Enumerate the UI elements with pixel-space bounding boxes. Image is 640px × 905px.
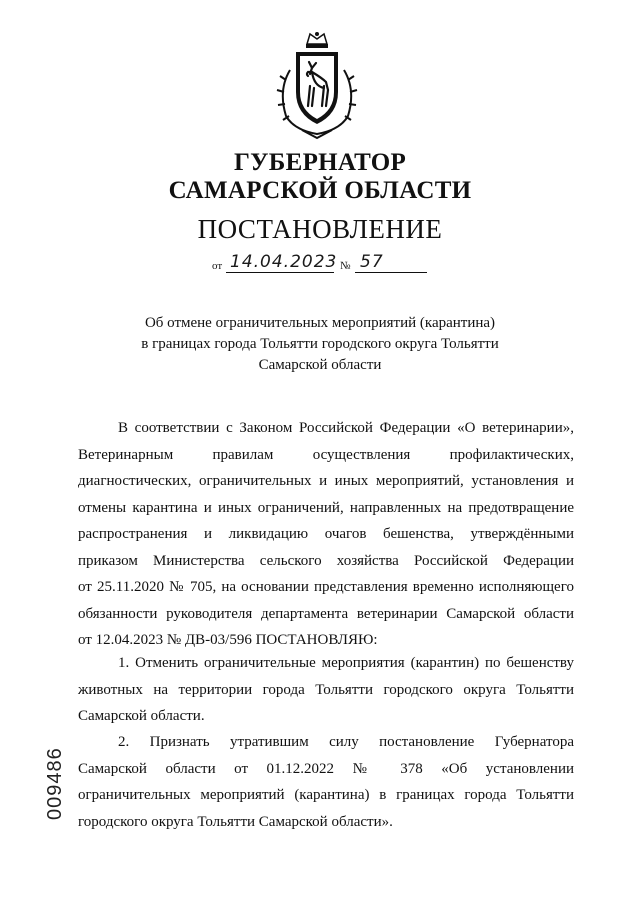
text-line: животных на территории города Тольятти городского округа Тольятти xyxy=(78,681,574,698)
item-1-paragraph xyxy=(78,650,574,730)
org-name-line2: САМАРСКОЙ ОБЛАСТИ xyxy=(168,177,472,204)
text-line: приказом Министерства сельского хозяйства Российской Федерации xyxy=(78,552,574,569)
text-line: отмены карантина и иных ограничений, направленных на предотвращение xyxy=(78,499,574,516)
text-line: от 25.11.2020 № 705, на основании представления временно исполняющего xyxy=(78,579,574,595)
text-line: 1. Отменить ограничительные мероприятия (карантин) по бешенству xyxy=(118,655,574,671)
text-line: распространения и ликвидацию очагов бешенства, утверждёнными xyxy=(78,526,574,542)
text-line: обязанности руководителя департамента ветеринарии Самарской области xyxy=(78,605,574,622)
handwritten-number: 57 xyxy=(360,252,384,272)
title-line: в границах города Тольятти городского округа Тольятти xyxy=(141,336,499,352)
date-prefix: от xyxy=(212,260,223,272)
text-line: от 12.04.2023 № ДВ-03/596 ПОСТАНОВЛЯЮ: xyxy=(78,632,378,648)
number-prefix: № xyxy=(340,260,351,272)
handwritten-date: 14.04.2023 xyxy=(230,252,338,272)
text-line: ограничительных мероприятий (карантина) в границах города Тольятти xyxy=(78,787,574,803)
text-line: Ветеринарным правилам осуществления профилактических, xyxy=(78,446,574,463)
date-number-line xyxy=(212,254,442,274)
text-line: городского округа Тольятти Самарской области». xyxy=(78,813,393,830)
text-line: Самарской области. xyxy=(78,708,205,724)
coat-of-arms-emblem xyxy=(272,30,362,142)
text-line: 2. Признать утратившим силу постановление Губернатора xyxy=(118,734,574,750)
document-type: ПОСТАНОВЛЕНИЕ xyxy=(197,214,443,244)
title-line: Об отмене ограничительных мероприятий (карантина) xyxy=(144,315,496,331)
text-line: Самарской области от 01.12.2022 № 378 «Об установлении xyxy=(78,760,574,777)
org-name-line1: ГУБЕРНАТОР xyxy=(233,149,407,176)
document-title xyxy=(120,313,520,376)
title-line: Самарской области xyxy=(258,357,382,373)
item-2-paragraph xyxy=(78,729,574,835)
text-line: диагностических, ограничительных и иных мероприятий, установления и xyxy=(78,473,574,489)
side-serial-number: 009486 xyxy=(44,747,66,820)
preamble-paragraph xyxy=(78,415,574,654)
text-line: В соответствии с Законом Российской Федерации «О ветеринарии», xyxy=(118,420,574,436)
